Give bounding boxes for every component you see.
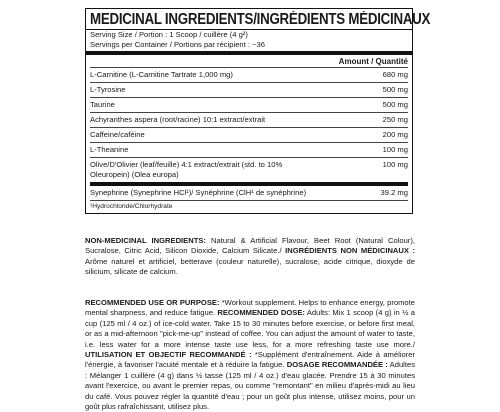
ingredient-amount: 500 mg (382, 85, 408, 94)
serving-size: Serving Size / Portion : 1 Scoop / cuillère (4 g²) (90, 30, 248, 39)
ingredient-amount: 100 mg (382, 160, 408, 169)
ingredient-name: L-Carnitine (L-Carnitine Tartrate 1,000 mg) (90, 70, 233, 79)
medicinal-ingredients-panel (85, 8, 431, 214)
use-body-en: *Workout supplement. Helps to enhance energy, promote mental sharpness, and reduce fatigue. (85, 298, 415, 318)
dose-body-en: Adults: Mix 1 scoop (4 g) in ½ a cup (125 ml / 4 oz.) of ice-cold water. Take 15 to 30 minutes before exercise, or before first meal, or as a mid-afternoon "pick-me-up" instead of coffee. You can adjust the amount of water to taste, i.e. less water for a more intense taste use less, for a more refreshing taste use more./ (85, 308, 415, 349)
ingredient-amount: 500 mg (382, 100, 408, 109)
ingredient-row (90, 97, 408, 112)
ingredient-name: L-Theanine (90, 145, 129, 154)
ingredient-name: Olive/D'Olivier (leaf/feuille) 4:1 extract/extrait (std. to 10% Oleuropein) (Olea europa) (90, 160, 283, 179)
recommended-use (85, 298, 415, 412)
ingredient-amount: 250 mg (382, 115, 408, 124)
ingredient-row (90, 142, 408, 157)
ingredient-amount: 100 mg (382, 145, 408, 154)
dose-body-fr: Adultes : Mélanger 1 cuillère (4 g) dans ½ tasse (125 ml / 4 oz.) d'eau glacée. Prendre 15 à 30 minutes avant l'exercice, ou avant le premier repas, ou comme "remontant" en milieu d'après-midi au lieu du café. Vous pouvez régler la quantité d'eau ; pour un goût plus intense, utilisez moins, pour un goût plus rafraîchissant, utilisez plus. (85, 360, 415, 412)
ingredient-name: Achyranthes aspera (root/racine) 10:1 extract/extrait (90, 115, 266, 124)
servings-per-container: Servings per Container / Portions par récipient : ~36 (90, 40, 265, 49)
ingredient-row (90, 112, 408, 127)
panel-title: MEDICINAL INGREDIENTS/INGRÉDIENTS MÉDICINAUX (90, 11, 431, 28)
non-medicinal-ingredients (85, 236, 415, 278)
ingredient-row (90, 82, 408, 97)
ingredient-amount: 39.2 mg (380, 188, 408, 197)
ingredient-name: Caffeine/caféine (90, 130, 145, 139)
non-medicinal-heading-en: NON-MEDICINAL INGREDIENTS: (85, 236, 206, 245)
amount-header: Amount / Quantité (338, 57, 408, 66)
use-heading-en: RECOMMENDED USE OR PURPOSE: (85, 298, 220, 307)
ingredient-row (90, 67, 408, 82)
ingredient-row (90, 127, 408, 142)
ingredient-name: Synephrine (Synephrine HCl¹)/ Synéphrine (ClH¹ de synéphrine) (90, 188, 307, 197)
dose-heading-en: RECOMMENDED DOSE: (217, 308, 305, 318)
non-medicinal-body-fr: Arôme naturel et artificiel, betterave (couleur naturelle), sucralose, acide citrique, dioxyde de silicium, silicate de calcium. (85, 256, 415, 277)
use-heading-fr: UTILISATION ET OBJECTIF RECOMMANDÉ : (85, 350, 252, 360)
ingredient-amount: 680 mg (382, 70, 408, 79)
ingredient-name: L-Tyrosine (90, 85, 126, 94)
non-medicinal-body-en: Natural & Artificial Flavour, Beet Root (Natural Colour), Sucralose, Citric Acid, Silicon Dioxide, Calcium Silicate./ (85, 236, 415, 256)
use-body-fr: *Supplément d'entraînement. Aide à améliorer l'énergie, à favoriser l'acuité mentale et à réduire la fatigue. (85, 350, 415, 370)
ingredient-amount: 200 mg (382, 130, 408, 139)
dose-heading-fr: DOSAGE RECOMMANDÉE : (286, 360, 388, 370)
ingredient-row (90, 182, 408, 200)
non-medicinal-heading-fr: INGRÉDIENTS NON MÉDICINAUX : (285, 246, 415, 256)
ingredient-row (90, 157, 408, 182)
ingredient-name: Taurine (90, 100, 115, 109)
footnote: ¹Hydrochloride/Chlorhydrate (90, 200, 408, 211)
